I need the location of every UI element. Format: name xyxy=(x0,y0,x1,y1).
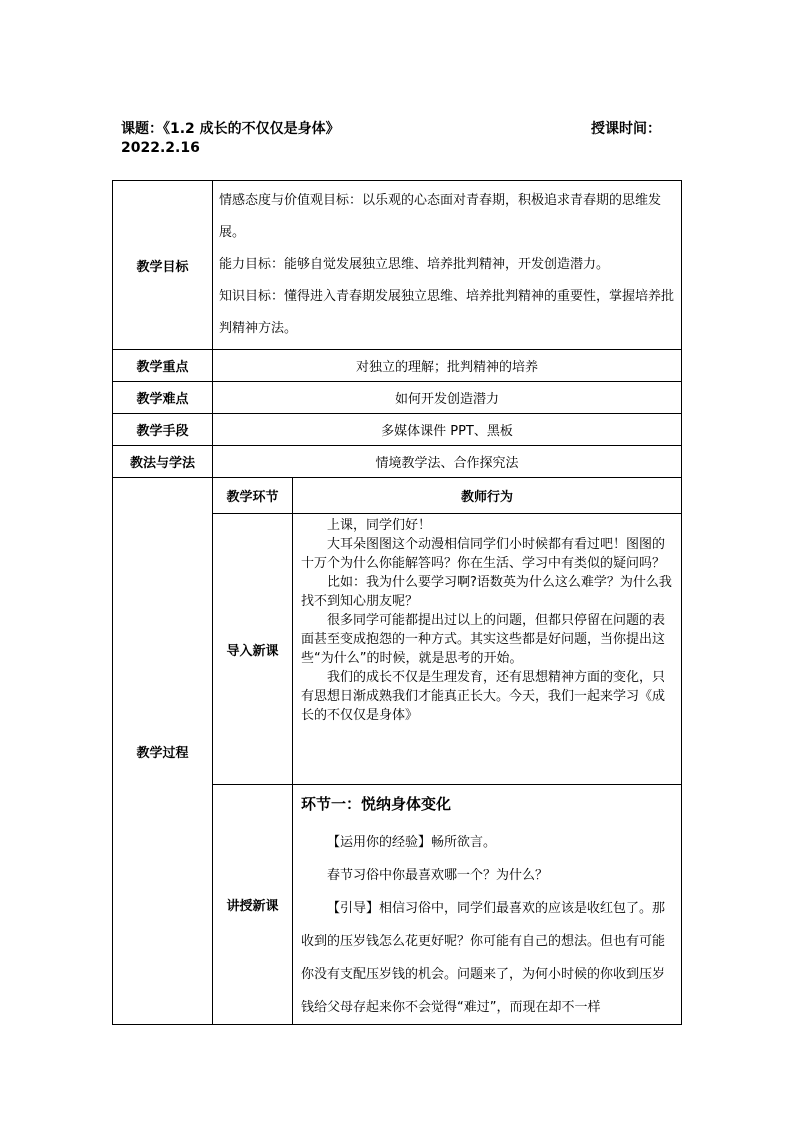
lesson-title: 课题：《1.2 成长的不仅仅是身体》 xyxy=(121,121,340,137)
teacher-column-header: 教师行为 xyxy=(293,478,682,514)
means-row xyxy=(113,414,682,446)
focus-label: 教学重点 xyxy=(113,350,213,382)
lecture-paragraph: 【运用你的经验】畅所欲言。 xyxy=(327,835,497,850)
intro-paragraph: 很多同学可能都提出过以上的问题，但都只停留在问题的表面甚至变成抱怨的一种方式。其实这些都是好问题，当你提出这些“为什么”的时候，就是思考的开始。 xyxy=(301,613,666,666)
means-label: 教学手段 xyxy=(113,414,213,446)
lecture-paragraph: 春节习俗中你最喜欢哪一个？为什么？ xyxy=(327,868,549,883)
methods-label: 教法与学法 xyxy=(113,446,213,478)
goal-knowledge: 知识目标：懂得进入青春期发展独立思维、培养批判精神的重要性，掌握培养批判精神方法。 xyxy=(219,289,675,336)
means-value: 多媒体课件 PPT、黑板 xyxy=(213,414,682,446)
intro-content xyxy=(293,514,682,785)
difficulty-label: 教学难点 xyxy=(113,382,213,414)
stage-column-header: 教学环节 xyxy=(213,478,293,514)
lecture-label: 讲授新课 xyxy=(213,785,293,1025)
intro-paragraph: 比如：我为什么要学习啊?语数英为什么这么难学？为什么我找不到知心朋友呢？ xyxy=(301,575,672,609)
goals-label: 教学目标 xyxy=(113,181,213,350)
focus-value: 对独立的理解；批判精神的培养 xyxy=(213,350,682,382)
lecture-content xyxy=(293,785,682,1025)
methods-value: 情境教学法、合作探究法 xyxy=(213,446,682,478)
intro-paragraph: 大耳朵图图这个动漫相信同学们小时候都有看过吧！图图的十万个为什么你能解答吗？你在生活、学习中有类似的疑问吗？ xyxy=(301,537,666,571)
lesson-plan-table xyxy=(112,180,682,1025)
methods-row xyxy=(113,446,682,478)
lecture-section-title: 环节一：悦纳身体变化 xyxy=(301,795,452,813)
lecture-paragraph: 【引导】相信习俗中，同学们最喜欢的应该是收红包了。那收到的压岁钱怎么花更好呢？你可能有自己的想法。但也有可能你没有支配压岁钱的机会。问题来了，为何小时候的你收到压岁钱给父母存起来你不会觉得“难过”，而现在却不一样 xyxy=(301,901,666,1015)
goals-row xyxy=(113,181,682,350)
intro-label: 导入新课 xyxy=(213,514,293,785)
intro-paragraph: 上课，同学们好！ xyxy=(327,518,432,533)
class-date: 2022.2.16 xyxy=(121,140,200,156)
process-label: 教学过程 xyxy=(113,478,213,1025)
goal-ability: 能力目标：能够自觉发展独立思维、培养批判精神，开发创造潜力。 xyxy=(219,257,610,272)
focus-row xyxy=(113,350,682,382)
goal-emotion: 情感态度与价值观目标：以乐观的心态面对青春期，积极追求青春期的思维发展。 xyxy=(219,193,662,240)
difficulty-row xyxy=(113,382,682,414)
goals-cell xyxy=(213,181,682,350)
class-time-label: 授课时间： xyxy=(591,121,661,137)
process-header-row xyxy=(113,478,682,514)
difficulty-value: 如何开发创造潜力 xyxy=(213,382,682,414)
intro-paragraph: 我们的成长不仅是生理发育，还有思想精神方面的变化，只有思想日渐成熟我们才能真正长大。今天，我们一起来学习《成长的不仅仅是身体》 xyxy=(301,670,666,723)
